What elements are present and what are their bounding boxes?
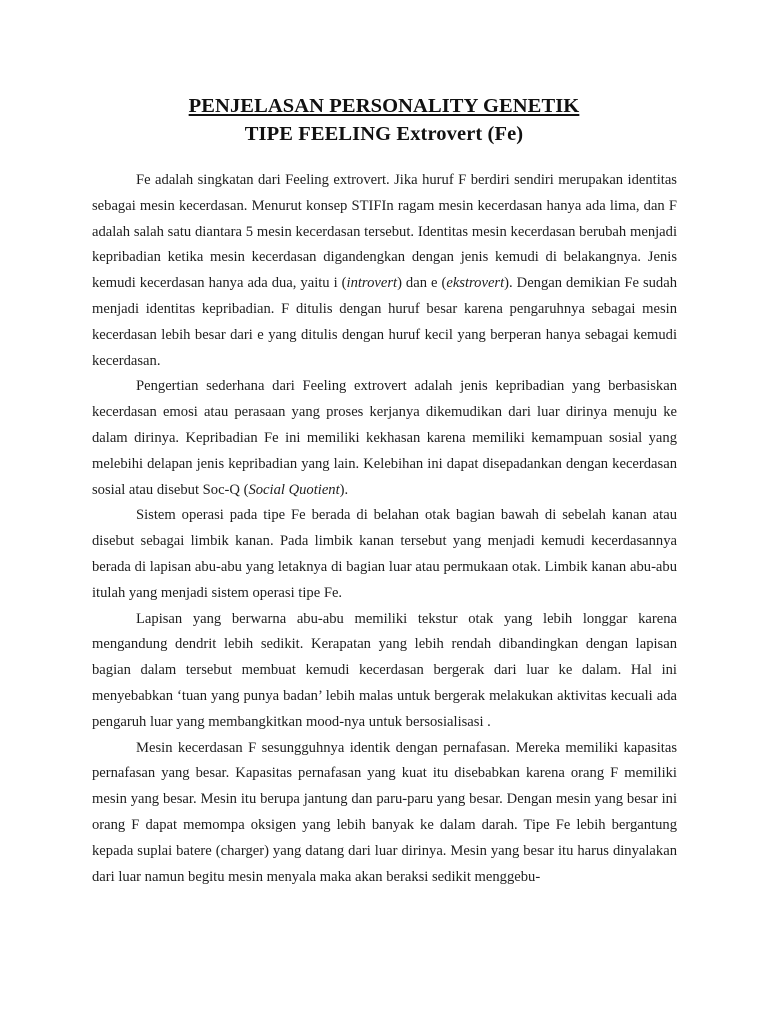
- paragraph-2-text-b: ).: [339, 481, 349, 498]
- paragraph-3: Sistem operasi pada tipe Fe berada di belahan otak bagian bawah di sebelah kanan atau disebut sebagai limbik kanan. Pada limbik kanan tersebut yang menjadi kemudi kecerdasannya berada di lapisan abu-abu yang letaknya di bagian luar atau permukaan otak. Limbik kanan abu-abu itulah yang menjadi sistem operasi tipe Fe.: [92, 507, 677, 601]
- paragraph-2-text-a: Pengertian sederhana dari Feeling extrovert adalah jenis kepribadian yang berbasiskan kecerdasan emosi atau perasaan yang proses kerjanya dikemudikan dari luar dirinya menuju ke dalam dirinya. Kepribadian Fe ini memiliki kekhasan karena memiliki kemampuan sosial yang melebihi delapan jenis kepribadian yang lain. Kelebihan ini dapat disepadankan dengan kecerdasan sosial atau disebut Soc-Q (: [92, 378, 677, 498]
- title-line-2: TIPE FEELING Extrovert (Fe): [244, 123, 524, 145]
- paragraph-2-italic-social-quotient: Social Quotient: [248, 481, 340, 498]
- paragraph-1-italic-introvert: introvert: [346, 275, 398, 292]
- paragraph-1-text-a: Fe adalah singkatan dari Feeling extrovert. Jika huruf F berdiri sendiri merupakan identitas sebagai mesin kecerdasan. Menurut konsep STIFIn ragam mesin kecerdasan hanya ada lima, dan F adalah salah satu diantara 5 mesin kecerdasan tersebut. Identitas mesin kecerdasan berubah menjadi kepribadian ketika mesin kecerdasan digandengkan dengan jenis kemudi di belakangnya. Jenis kemudi kecerdasan hanya ada dua, yaitu i (: [92, 172, 677, 292]
- title-line-1: PENJELASAN PERSONALITY GENETIK: [188, 95, 580, 117]
- paragraph-1: [92, 168, 677, 374]
- document-body: [92, 168, 677, 890]
- document-title: [92, 92, 676, 148]
- paragraph-2: [92, 374, 677, 503]
- paragraph-1-text-b: ) dan e (: [397, 275, 447, 292]
- paragraph-1-text-c: ). Dengan demikian Fe sudah menjadi identitas kepribadian. F ditulis dengan huruf besar karena pengaruhnya sebagai mesin kecerdasan lebih besar dari e yang ditulis dengan huruf kecil yang berperan hanya sebagai kemudi kecerdasan.: [92, 275, 678, 369]
- paragraph-1-italic-ekstrovert: ekstrovert: [446, 275, 505, 292]
- paragraph-5: Mesin kecerdasan F sesungguhnya identik dengan pernafasan. Mereka memiliki kapasitas pernafasan yang besar. Kapasitas pernafasan yang kuat itu disebabkan karena orang F memiliki mesin yang besar. Mesin itu berupa jantung dan paru-paru yang besar. Dengan mesin yang besar ini orang F dapat memompa oksigen yang lebih banyak ke dalam darah. Tipe Fe lebih bergantung kepada suplai batere (charger) yang datang dari luar dirinya. Mesin yang besar itu harus dinyalakan dari luar namun begitu mesin menyala maka akan beraksi sedikit menggebu-: [92, 739, 677, 885]
- paragraph-4: Lapisan yang berwarna abu-abu memiliki tekstur otak yang lebih longgar karena mengandung dendrit lebih sedikit. Kerapatan yang lebih rendah dibandingkan dengan lapisan bagian dalam tersebut membuat kemudi kecerdasan bergerak dari luar ke dalam. Hal ini menyebabkan ‘tuan yang punya badan’ lebih malas untuk bergerak melakukan aktivitas kecuali ada pengaruh luar yang membangkitkan mood-nya untuk bersosialisasi .: [92, 610, 677, 730]
